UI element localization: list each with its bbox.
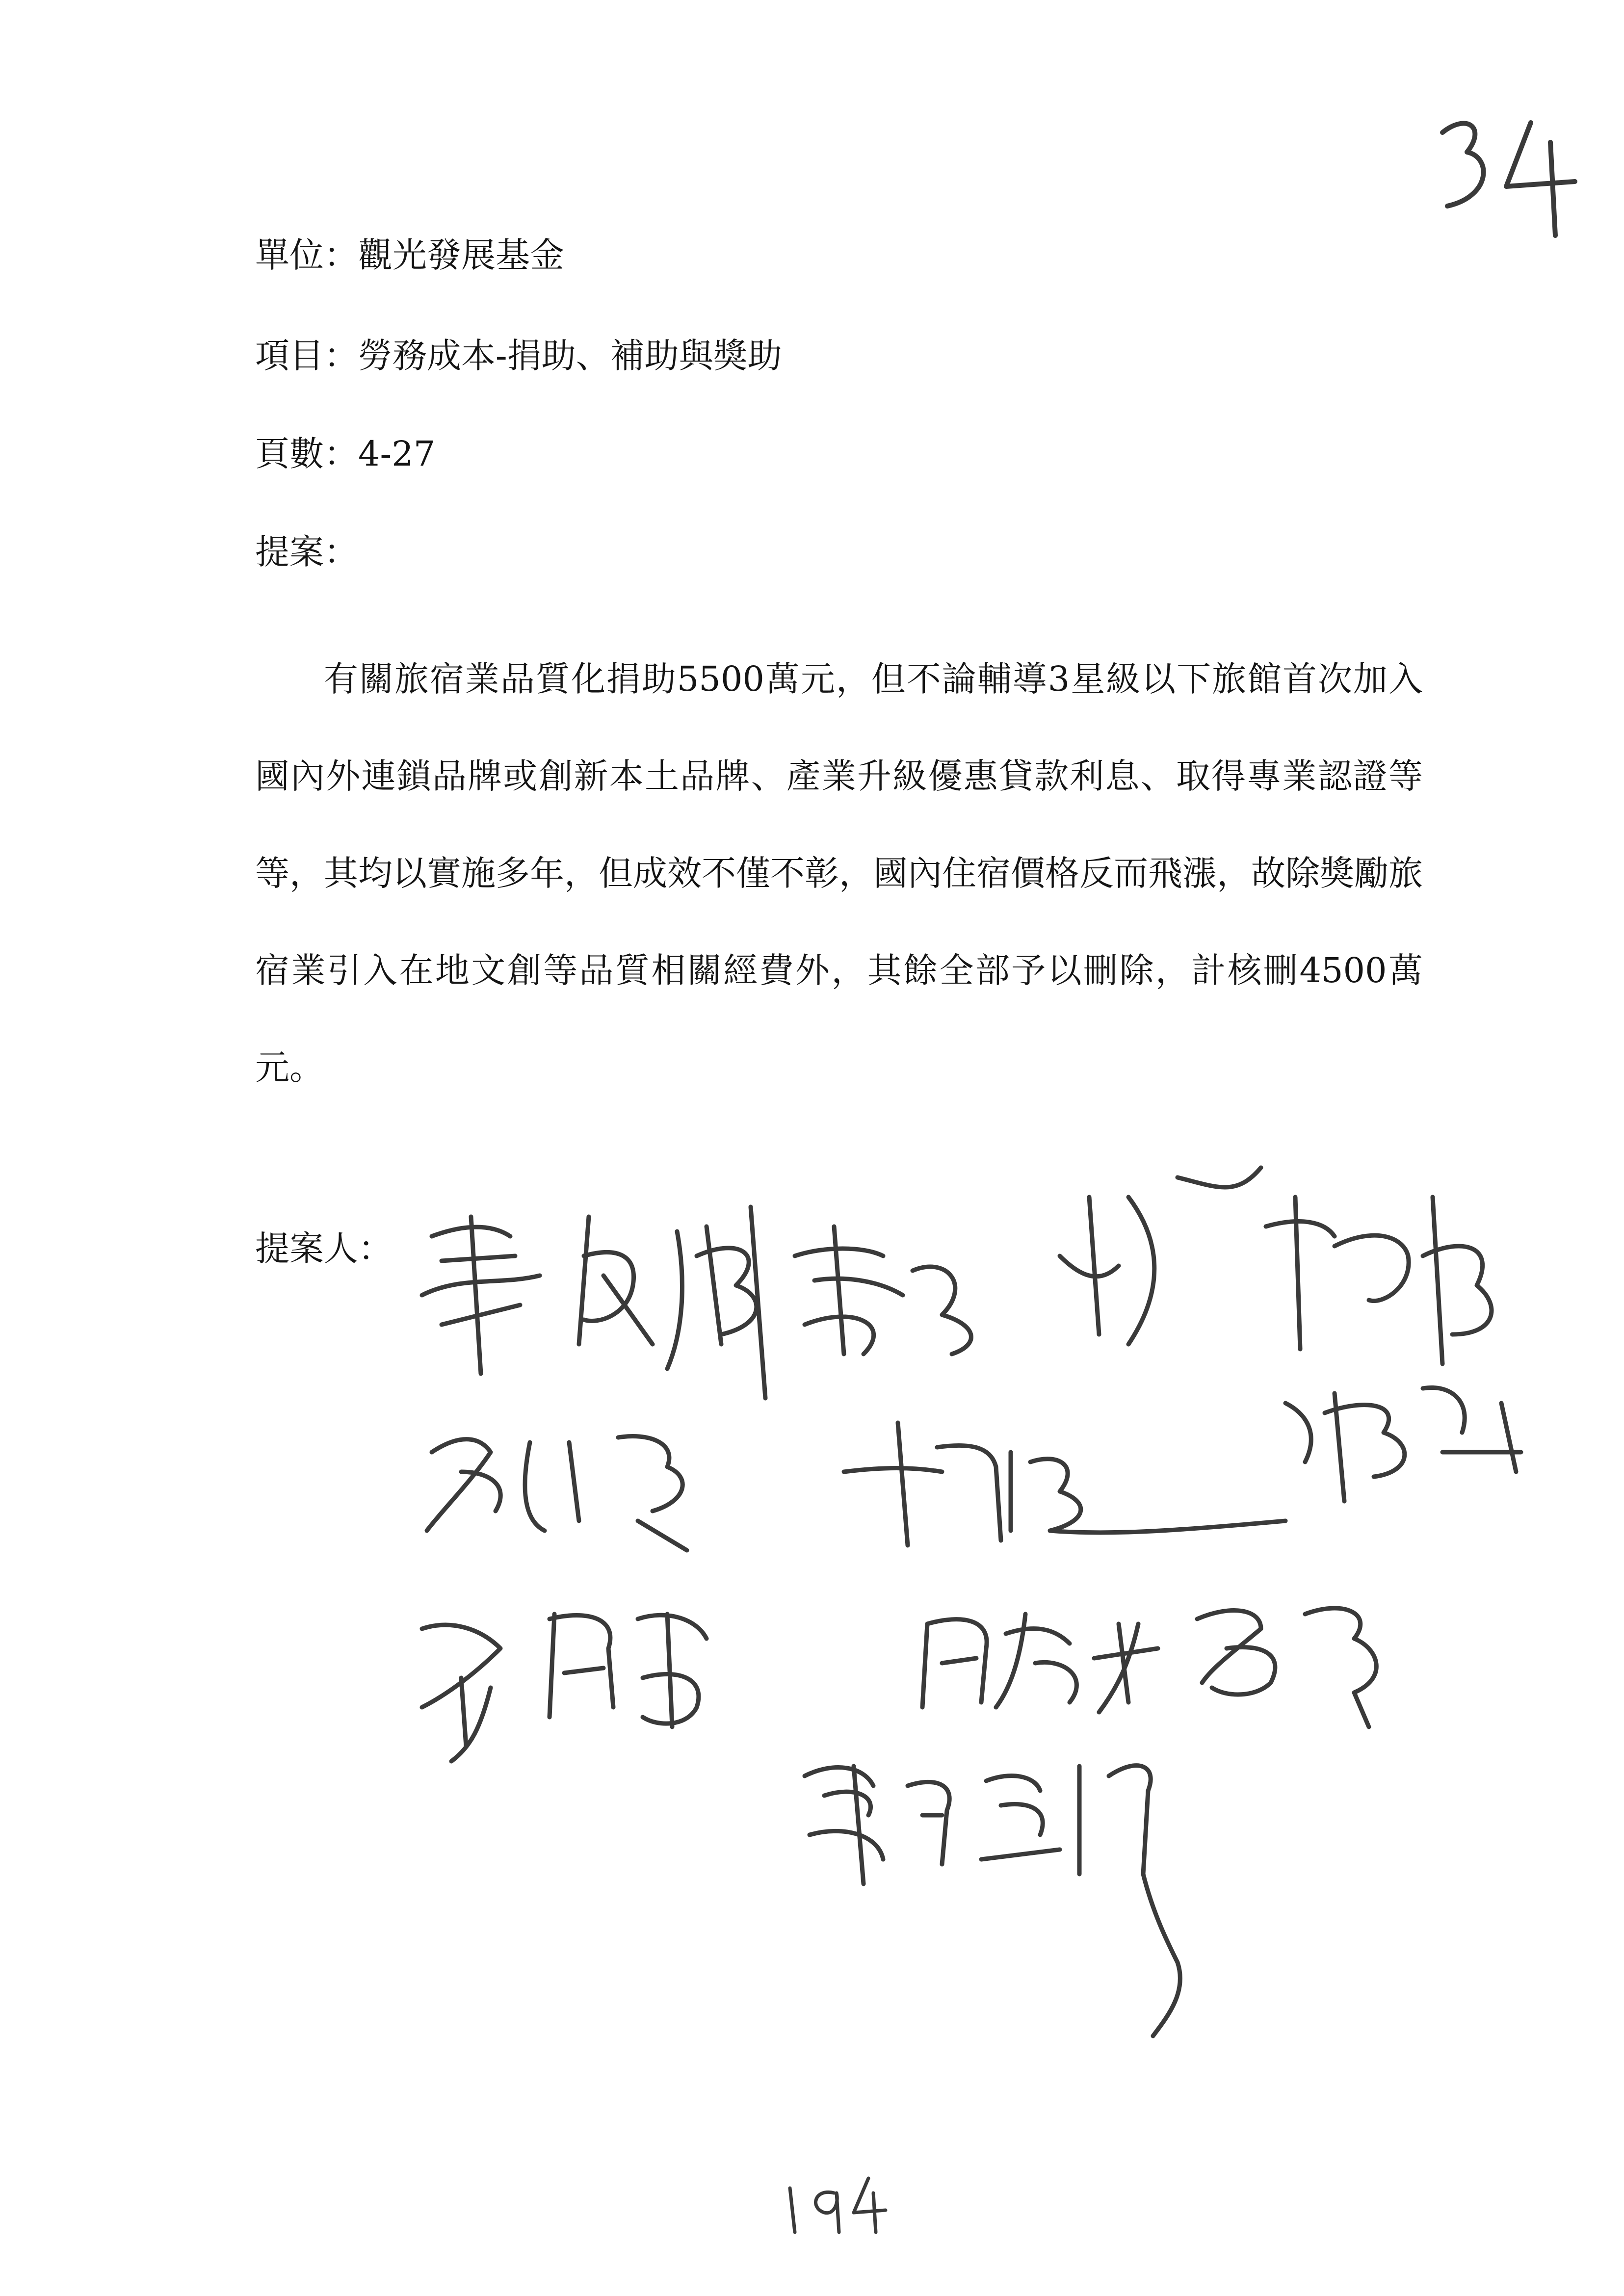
item-label: 項目： [255,336,358,376]
handwritten-signature-5 [1060,1168,1261,1344]
unit-label: 單位： [255,235,358,275]
unit-line [255,235,564,275]
handwritten-signature-6 [1266,1197,1492,1364]
handwritten-footer-page-number [780,2168,888,2237]
proposers-label: 提案人： [255,1228,393,1269]
unit-value: 觀光發展基金 [358,235,564,275]
handwritten-page-number [1433,113,1590,240]
handwritten-signature-9 [1285,1387,1521,1501]
handwritten-signature-4 [795,1226,971,1354]
handwritten-signature-1 [422,1217,540,1374]
pages-line [255,434,436,474]
item-value: 勞務成本-捐助、補助與獎助 [358,336,782,376]
handwritten-signature-11 [922,1608,1376,1727]
handwritten-signature-10 [422,1614,707,1761]
handwritten-signature-2 [579,1217,653,1344]
handwritten-signature-3 [667,1207,765,1398]
handwritten-signature-12 [805,1766,1180,2036]
proposal-label: 提案： [255,532,358,572]
proposal-text: 有關旅宿業品質化捐助5500萬元，但不論輔導3星級以下旅館首次加入國內外連鎖品牌或創新本土品牌、產業升級優惠貸款利息、取得專業認證等等，其均以實施多年，但成效不僅不彰，國內住宿價格反而飛漲，故除獎勵旅宿業引入在地文創等品質相關經費外，其餘全部予以刪除，計核刪4500萬元。 [255,659,1423,1088]
pages-label: 頁數： [255,434,358,474]
handwritten-signature-7 [427,1436,687,1551]
handwritten-signature-8 [844,1423,1285,1545]
item-line [255,336,782,376]
pages-value: 4-27 [358,434,436,474]
